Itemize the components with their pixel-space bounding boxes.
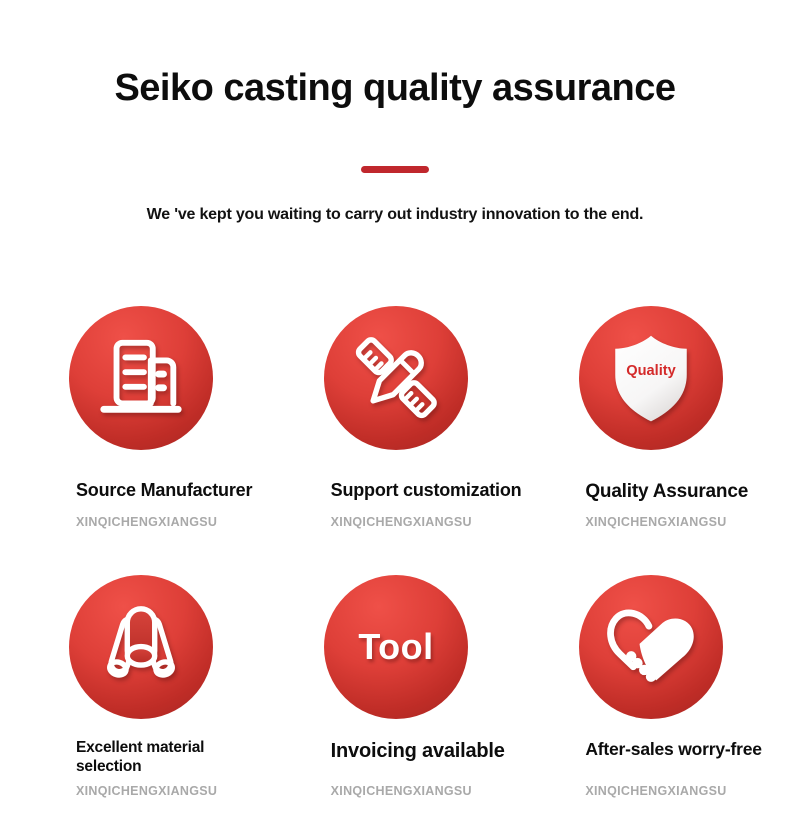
- feature-subtitle: XINQICHENGXIANGSU: [585, 784, 727, 798]
- page-subtitle: We 've kept you waiting to carry out industry innovation to the end.: [146, 206, 644, 223]
- tool-text-icon: Tool: [358, 626, 434, 667]
- pipes-icon: [94, 600, 188, 694]
- feature-icon-circle: [579, 575, 723, 719]
- feature-icon-circle: [324, 306, 468, 450]
- shield-quality-label: Quality: [625, 362, 676, 379]
- feature-icon-circle: [579, 306, 723, 450]
- feature-card-source-manufacturer: [14, 306, 269, 529]
- feature-subtitle: XINQICHENGXIANGSU: [76, 515, 218, 529]
- feature-subtitle: XINQICHENGXIANGSU: [76, 784, 218, 798]
- feature-icon-circle: [69, 306, 213, 450]
- feature-title: Excellent material selection: [76, 739, 205, 775]
- feature-icon-circle: [69, 575, 213, 719]
- feature-title: Source Manufacturer: [76, 480, 253, 500]
- feature-subtitle: XINQICHENGXIANGSU: [585, 515, 727, 529]
- handshake-heart-icon: [601, 597, 701, 697]
- feature-title: Invoicing available: [330, 740, 505, 762]
- building-icon: [94, 331, 188, 425]
- feature-title: Quality Assurance: [585, 481, 749, 502]
- feature-card-excellent-material: [14, 575, 269, 798]
- feature-subtitle: XINQICHENGXIANGSU: [330, 784, 472, 798]
- title-divider: [361, 166, 429, 173]
- page-title: Seiko casting quality assurance: [114, 67, 676, 109]
- feature-card-after-sales: [523, 575, 778, 798]
- feature-icon-circle: [324, 575, 468, 719]
- pencil-ruler-icon: [349, 331, 443, 425]
- feature-card-invoicing: [269, 575, 524, 798]
- feature-title: Support customization: [330, 480, 522, 500]
- shield-icon: [599, 326, 703, 430]
- feature-subtitle: XINQICHENGXIANGSU: [330, 515, 472, 529]
- feature-title: After-sales worry-free: [585, 739, 762, 759]
- feature-grid: [0, 306, 790, 798]
- header: [0, 0, 790, 225]
- feature-card-support-customization: [269, 306, 524, 529]
- feature-card-quality-assurance: [523, 306, 778, 529]
